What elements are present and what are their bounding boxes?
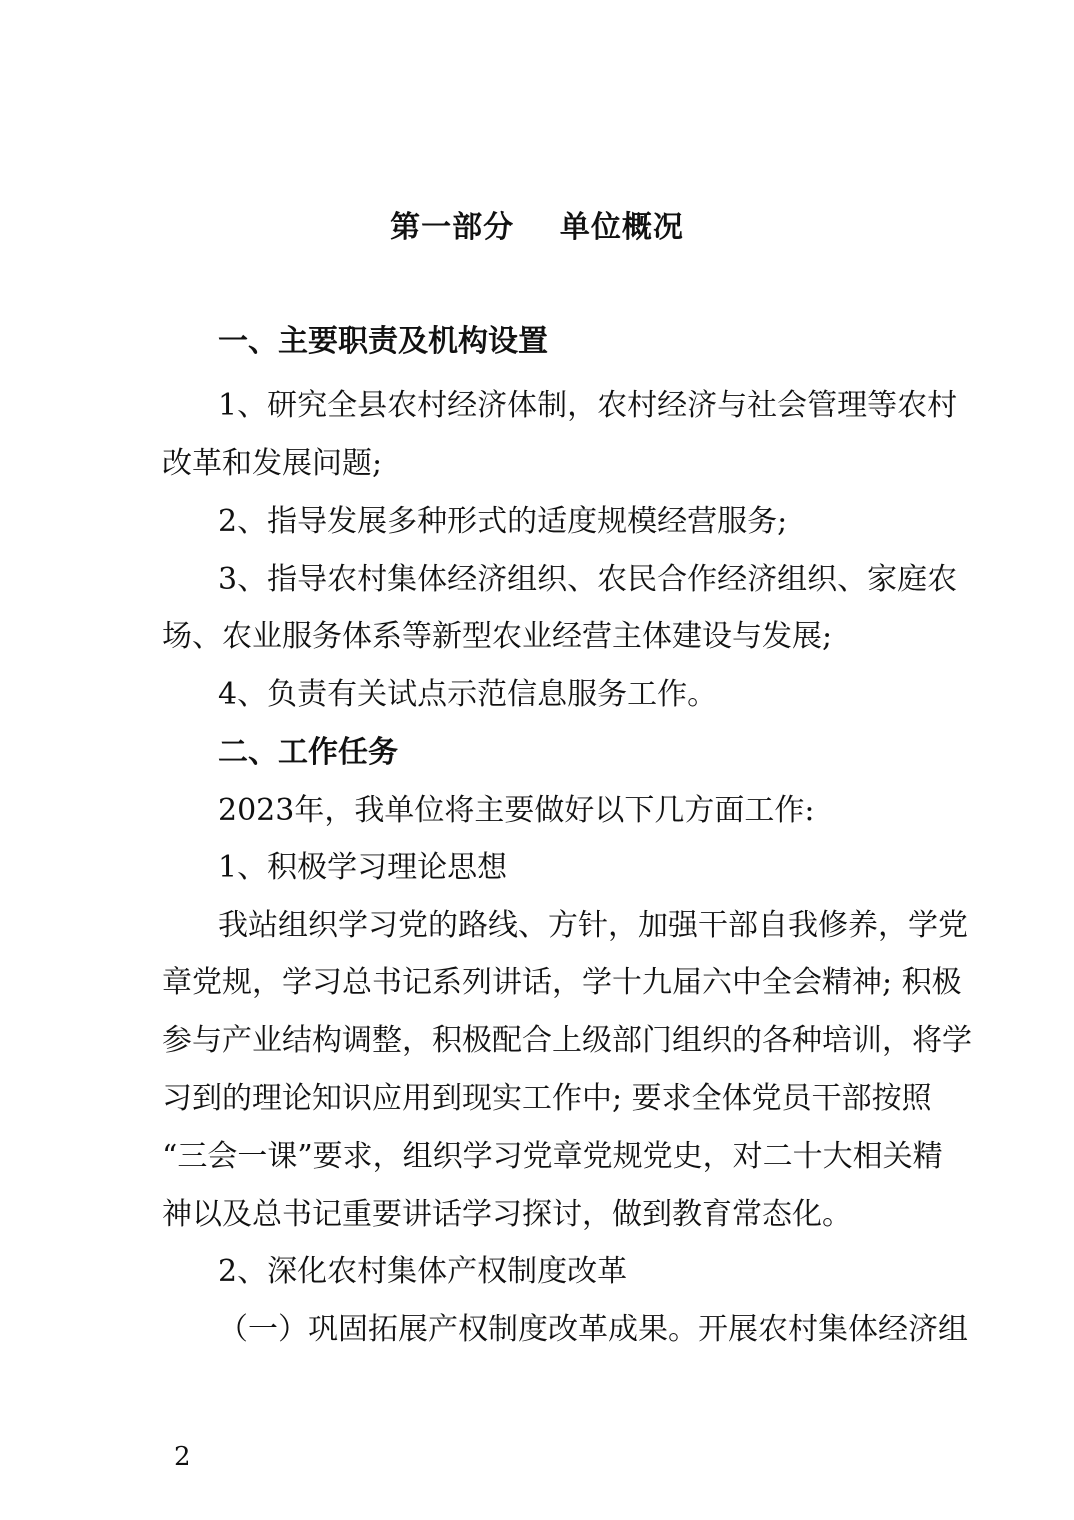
paragraph-line: 章党规，学习总书记系列讲话，学十九届六中全会精神; 积极 bbox=[162, 965, 962, 1000]
page-number: 2 bbox=[174, 1442, 191, 1472]
paragraph-line: 我站组织学习党的路线、方针，加强干部自我修养，学党 bbox=[218, 908, 968, 943]
section-heading-duties: 一、主要职责及机构设置 bbox=[218, 324, 548, 359]
paragraph-line: 2、指导发展多种形式的适度规模经营服务; bbox=[218, 504, 788, 539]
paragraph-line: （一）巩固拓展产权制度改革成果。开展农村集体经济组 bbox=[218, 1312, 968, 1347]
paragraph-line: 4、负责有关试点示范信息服务工作。 bbox=[218, 677, 718, 712]
paragraph-line: 神以及总书记重要讲话学习探讨，做到教育常态化。 bbox=[162, 1197, 852, 1232]
paragraph-line: 2023年，我单位将主要做好以下几方面工作: bbox=[218, 793, 815, 828]
subheading-line: 1、积极学习理论思想 bbox=[218, 850, 508, 885]
paragraph-line: 改革和发展问题; bbox=[162, 446, 383, 481]
paragraph-line: 1、研究全县农村经济体制，农村经济与社会管理等农村 bbox=[218, 388, 958, 423]
subheading-line: 2、深化农村集体产权制度改革 bbox=[218, 1254, 628, 1289]
paragraph-line: “三会一课”要求，组织学习党章党规党史，对二十大相关精 bbox=[162, 1139, 943, 1174]
section-heading-tasks: 二、工作任务 bbox=[218, 735, 398, 770]
paragraph-line: 3、指导农村集体经济组织、农民合作经济组织、家庭农 bbox=[218, 562, 958, 597]
part-title: 第一部分 单位概况 bbox=[390, 210, 684, 245]
paragraph-line: 场、农业服务体系等新型农业经营主体建设与发展; bbox=[162, 619, 833, 654]
paragraph-line: 习到的理论知识应用到现实工作中; 要求全体党员干部按照 bbox=[162, 1081, 932, 1116]
paragraph-line: 参与产业结构调整，积极配合上级部门组织的各种培训，将学 bbox=[162, 1023, 972, 1058]
